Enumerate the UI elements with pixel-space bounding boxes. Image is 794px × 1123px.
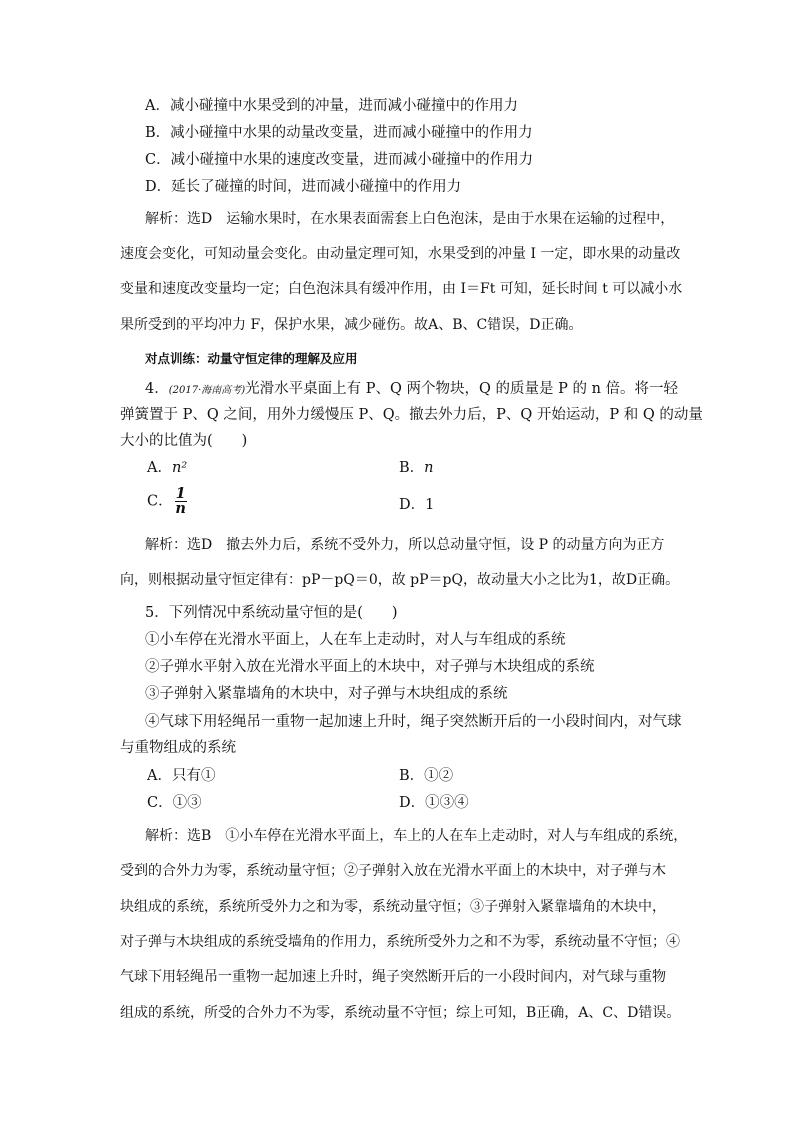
q5-solution-line: 气球下用轻绳吊一重物一起加速上升时，绳子突然断开后的一小段时间内，对气球与重物 — [120, 969, 666, 985]
q3-solution-line: 解析：选D 运输水果时，在水果表面需套上白色泡沫，是由于水果在运输的过程中， — [145, 211, 675, 227]
q4-option-b-value: n — [424, 460, 434, 476]
q5-item: ②子弹水平射入放在光滑水平面上的木块中，对子弹与木块组成的系统 — [145, 659, 595, 675]
q3-option-a: A．减小碰撞中水果受到的冲量，进而减小碰撞中的作用力 — [145, 98, 518, 114]
q4-solution-line: 解析：选D 撤去外力后，系统不受外力，所以总动量守恒，设 P 的动量方向为正方 — [145, 537, 665, 553]
q3-solution-line: 变量和速度改变量均一定；白色泡沫具有缓冲作用，由 I＝Ft 可知，延长时间 t 可以减小水 — [120, 281, 683, 297]
q5-item: 与重物组成的系统 — [120, 740, 236, 756]
q5-stem: 5．下列情况中系统动量守恒的是( ) — [145, 605, 398, 621]
q5-item: ③子弹射入紧靠墙角的木块中，对子弹与木块组成的系统 — [145, 686, 508, 702]
q5-solution-line: 受到的合外力为零，系统动量守恒；②子弹射入放在光滑水平面上的木块中，对子弹与木 — [120, 863, 666, 879]
q4-option-c-prefix: C． — [147, 493, 173, 510]
q5-solution-line: 解析：选B ①小车停在光滑水平面上，车上的人在车上走动时，对人与车组成的系统， — [145, 828, 688, 844]
q4-option-b — [399, 458, 434, 478]
q3-option-d: D．延长了碰撞的时间，进而减小碰撞中的作用力 — [145, 179, 462, 195]
q5-option-b: B．①② — [399, 768, 454, 784]
q5-option-c: C．①③ — [147, 795, 202, 811]
q4-solution-line: 向，则根据动量守恒定律有：pP－pQ＝0，故 pP＝pQ，故动量大小之比为1，故D正确。 — [120, 572, 680, 588]
q5-item: ④气球下用轻绳吊一重物一起加速上升时，绳子突然断开后的一小段时间内，对气球 — [145, 714, 682, 730]
q4-stem-line2: 弹簧置于 P、Q 之间，用外力缓慢压 P、Q。撤去外力后，P、Q 开始运动，P 和 Q 的动量 — [120, 407, 703, 423]
q5-solution-line: 组成的系统，所受的合外力不为零，系统动量不守恒；综上可知，B正确，A、C、D错误。 — [120, 1005, 681, 1021]
q3-option-b: B．减小碰撞中水果的动量改变量，进而减小碰撞中的作用力 — [145, 125, 533, 141]
q4-option-c-fraction — [175, 487, 187, 516]
q3-option-c: C．减小碰撞中水果的速度改变量，进而减小碰撞中的作用力 — [145, 152, 534, 168]
q3-solution-line: 果所受到的平均冲力 F，保护水果，减少碰伤。故A、B、C错误，D正确。 — [120, 317, 583, 333]
q4-source: (2017·海南高考) — [168, 385, 246, 396]
q3-solution-line: 速度会变化，可知动量会变化。由动量定理可知，水果受到的冲量 I 一定，即水果的动量改 — [120, 246, 681, 262]
q4-stem-line3: 大小的比值为( ) — [120, 433, 248, 449]
q5-solution-line: 对子弹与木块组成的系统受墙角的作用力，系统所受外力之和不为零，系统动量不守恒；④ — [120, 934, 680, 950]
q4-stem-line1: 光滑水平桌面上有 P、Q 两个物块，Q 的质量是 P 的 n 倍。将一轻 — [245, 381, 679, 397]
q5-option-a: A．只有① — [147, 768, 216, 784]
q4-number: 4． — [145, 381, 169, 397]
fraction-denominator: n — [175, 500, 186, 517]
q4-option-a-value: n² — [171, 460, 188, 476]
fraction-numerator: 1 — [175, 485, 186, 502]
q5-item: ①小车停在光滑水平面上，人在车上走动时，对人与车组成的系统 — [145, 632, 566, 648]
q4-option-d: D．1 — [399, 497, 435, 513]
q4-option-a — [147, 458, 187, 478]
q4-option-a-prefix: A． — [147, 460, 172, 476]
q5-option-d: D．①③④ — [399, 795, 469, 811]
section-title: 对点训练：动量守恒定律的理解及应用 — [145, 351, 358, 366]
q5-solution-line: 块组成的系统，系统所受外力之和为零，系统动量守恒；③子弹射入紧靠墙角的木块中， — [120, 899, 666, 915]
q4-stem — [145, 379, 678, 401]
q4-option-b-prefix: B． — [399, 460, 425, 476]
q4-option-c — [147, 487, 187, 516]
